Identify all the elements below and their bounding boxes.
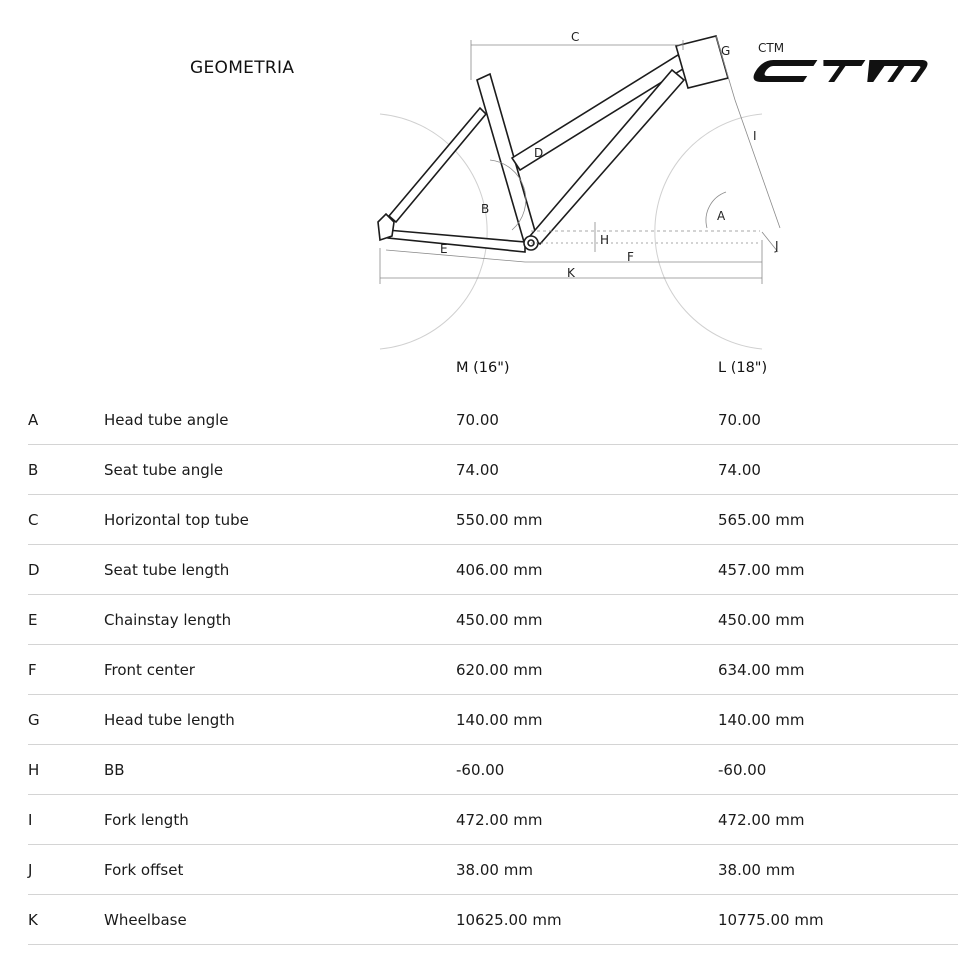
geometry-diagram (375, 25, 785, 355)
row-value-m: 620.00 mm (456, 661, 543, 679)
table-row (28, 745, 958, 795)
row-value-l: 565.00 mm (718, 511, 805, 529)
row-value-m: 74.00 (456, 461, 499, 479)
page-title: GEOMETRIA (190, 58, 295, 78)
row-letter: A (28, 411, 39, 429)
label-j: J (775, 239, 779, 253)
row-value-l: 38.00 mm (718, 861, 795, 879)
row-name: Chainstay length (104, 611, 232, 629)
row-value-m: -60.00 (456, 761, 505, 779)
bike-frame (378, 36, 731, 252)
label-c: C (571, 30, 580, 44)
table-row (28, 645, 958, 695)
row-letter: K (28, 911, 38, 929)
brand-text: CTM (758, 41, 785, 55)
row-letter: F (28, 661, 37, 679)
label-b: B (481, 202, 490, 216)
geometry-table (28, 395, 958, 945)
row-value-l: 70.00 (718, 411, 761, 429)
row-value-l: 10775.00 mm (718, 911, 824, 929)
row-value-l: -60.00 (718, 761, 767, 779)
row-name: BB (104, 761, 125, 779)
size-header-l: L (18") (718, 360, 768, 376)
row-letter: B (28, 461, 39, 479)
row-value-m: 140.00 mm (456, 711, 543, 729)
label-f: F (627, 250, 634, 264)
row-value-l: 634.00 mm (718, 661, 805, 679)
row-name: Fork length (104, 811, 189, 829)
row-value-m: 450.00 mm (456, 611, 543, 629)
row-letter: E (28, 611, 38, 629)
size-header-m: M (16") (456, 360, 510, 376)
table-row (28, 545, 958, 595)
row-value-l: 472.00 mm (718, 811, 805, 829)
row-value-m: 38.00 mm (456, 861, 533, 879)
row-letter: D (28, 561, 40, 579)
row-name: Head tube length (104, 711, 235, 729)
row-value-m: 472.00 mm (456, 811, 543, 829)
row-name: Horizontal top tube (104, 511, 249, 529)
front-wheel-outline (655, 114, 762, 349)
row-value-l: 457.00 mm (718, 561, 805, 579)
label-a: A (717, 209, 726, 223)
table-row (28, 495, 958, 545)
row-letter: J (28, 861, 33, 879)
row-letter: G (28, 711, 40, 729)
table-row (28, 795, 958, 845)
label-h: H (600, 233, 610, 247)
row-letter: I (28, 811, 33, 829)
row-name: Head tube angle (104, 411, 229, 429)
label-i: I (753, 129, 757, 143)
table-row (28, 845, 958, 895)
table-row (28, 895, 958, 945)
row-value-l: 74.00 (718, 461, 761, 479)
row-value-l: 450.00 mm (718, 611, 805, 629)
table-row (28, 595, 958, 645)
row-value-m: 10625.00 mm (456, 911, 562, 929)
row-value-m: 70.00 (456, 411, 499, 429)
table-row (28, 445, 958, 495)
label-k: K (567, 266, 575, 280)
row-letter: C (28, 511, 39, 529)
row-name: Seat tube length (104, 561, 230, 579)
row-name: Seat tube angle (104, 461, 224, 479)
label-e: E (440, 242, 448, 256)
row-value-m: 550.00 mm (456, 511, 543, 529)
row-letter: H (28, 761, 40, 779)
label-d: D (534, 146, 544, 160)
label-g: G (721, 44, 731, 58)
table-row (28, 395, 958, 445)
row-value-l: 140.00 mm (718, 711, 805, 729)
row-value-m: 406.00 mm (456, 561, 543, 579)
row-name: Fork offset (104, 861, 184, 879)
table-row (28, 695, 958, 745)
row-name: Front center (104, 661, 195, 679)
row-name: Wheelbase (104, 911, 187, 929)
